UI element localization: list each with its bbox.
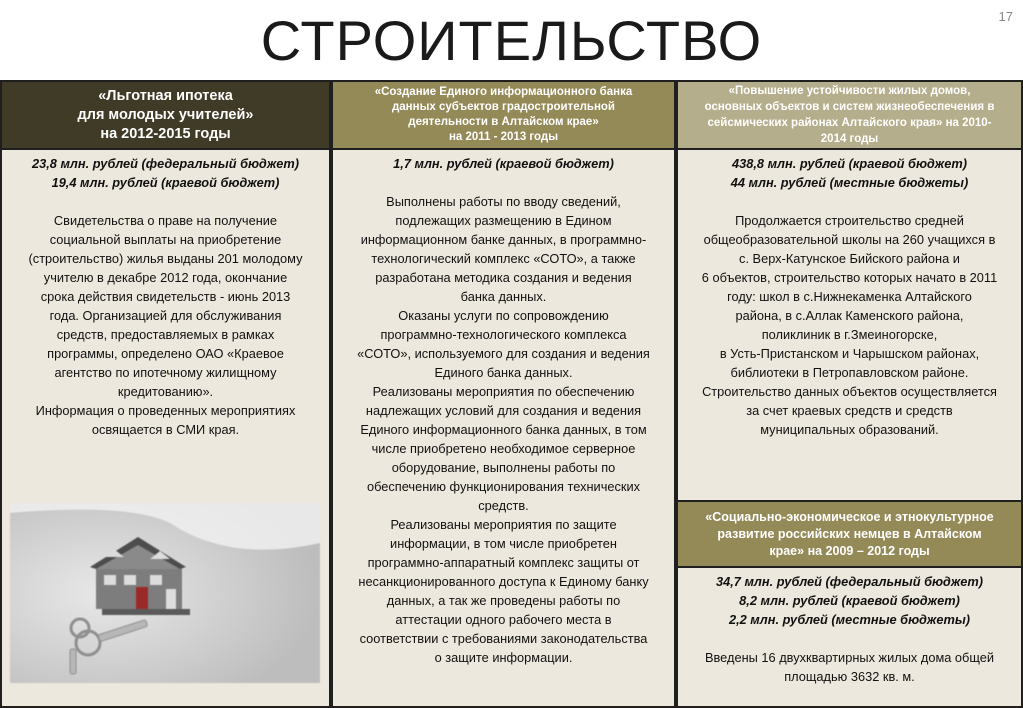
funding-block <box>678 154 1021 192</box>
text-line: Единого банка данных. <box>434 365 573 380</box>
text-line: Реализованы мероприятия по обеспечению <box>372 384 635 399</box>
program-cell-german-development <box>676 566 1023 708</box>
text-line: оборудование, выполнены работы по <box>391 460 616 475</box>
text-line: общеобразовательной школы на 260 учащихся в <box>703 232 996 247</box>
text-line: Введены 16 двухквартирных жилых дома общей <box>704 650 995 665</box>
text-line: программы, определено ОАО «Краевое <box>47 346 284 361</box>
text-line: средств, предоставляемых в рамках <box>56 327 275 342</box>
text-line: 6 объектов, строительство которых начато в 2011 <box>701 270 998 285</box>
program-cell-info-bank <box>331 148 676 708</box>
header-line: данных субъектов градостроительной <box>391 101 616 113</box>
text-line: площадью 3632 кв. м. <box>784 669 915 684</box>
program-description <box>2 211 329 439</box>
header-line: «Льготная ипотека <box>98 87 233 104</box>
text-line: учителю в декабре 2012 года, окончание <box>43 270 288 285</box>
text-line: (строительство) жилья выданы 201 молодому <box>28 251 303 266</box>
house-keys-photo <box>10 503 320 683</box>
header-line: сейсмических районах Алтайского края» на 2010- <box>707 117 992 129</box>
text-line: числе приобретено необходимое серверное <box>371 441 636 456</box>
text-line: данных, а так же проведены работы по <box>386 593 621 608</box>
funding-line: 34,7 млн. рублей (федеральный бюджет) <box>716 574 983 589</box>
header-line: на 2012-2015 годы <box>100 125 231 142</box>
funding-line: 438,8 млн. рублей (краевой бюджет) <box>732 156 967 171</box>
funding-block <box>2 154 329 192</box>
header-line: для молодых учителей» <box>77 106 254 123</box>
text-line: аттестации одного рабочего места в <box>395 612 612 627</box>
program-cell-seismic <box>676 148 1023 502</box>
funding-line: 19,4 млн. рублей (краевой бюджет) <box>51 175 280 190</box>
text-line: муниципальных образований. <box>760 422 939 437</box>
text-line: технологический комплекс «СОТО», а также <box>371 251 636 266</box>
header-line: 2014 годы <box>820 133 879 145</box>
header-line: крае» на 2009 – 2012 годы <box>769 543 930 558</box>
text-line: социальной выплаты на приобретение <box>49 232 282 247</box>
text-line: обеспечению функционирования технических <box>366 479 641 494</box>
header-line: «Социально-экономическое и этнокультурное <box>705 509 994 524</box>
text-line: срока действия свидетельств - июнь 2013 <box>40 289 291 304</box>
slide-title: СТРОИТЕЛЬСТВО <box>260 9 763 72</box>
header-line: развитие российских немцев в Алтайском <box>717 526 982 541</box>
text-line: банка данных. <box>460 289 547 304</box>
text-line: освящается в СМИ края. <box>91 422 240 437</box>
text-line: несанкционированного доступа к Единому банку <box>358 574 649 589</box>
program-header-mortgage-teachers <box>0 80 331 150</box>
header-line: «Повышение устойчивости жилых домов, <box>728 85 971 97</box>
funding-line: 1,7 млн. рублей (краевой бюджет) <box>393 156 614 171</box>
text-line: о защите информации. <box>434 650 573 665</box>
text-line: средств. <box>478 498 529 513</box>
funding-line: 2,2 млн. рублей (местные бюджеты) <box>728 612 971 627</box>
text-line: Строительство данных объектов осуществляется <box>702 384 997 399</box>
program-description <box>678 211 1021 439</box>
funding-line: 44 млн. рублей (местные бюджеты) <box>730 175 969 190</box>
text-line: программно-технологического комплекса <box>380 327 627 342</box>
house-keys-illustration <box>10 503 320 683</box>
text-line: «СОТО», используемого для создания и ведения <box>357 346 650 361</box>
text-line: за счет краевых средств и средств <box>746 403 953 418</box>
program-description <box>333 192 674 667</box>
text-line: информации, в том числе приобретен <box>390 536 617 551</box>
text-line: поликлиник в г.Змеиногорске, <box>761 327 938 342</box>
header-line: деятельности в Алтайском крае» <box>408 116 599 128</box>
funding-line: 8,2 млн. рублей (краевой бюджет) <box>739 593 960 608</box>
program-header-german-development <box>676 500 1023 568</box>
program-header-seismic <box>676 80 1023 150</box>
text-line: кредитованию». <box>117 384 214 399</box>
text-line: Продолжается строительство средней <box>735 213 964 228</box>
program-description <box>678 648 1021 686</box>
funding-line: 23,8 млн. рублей (федеральный бюджет) <box>32 156 299 171</box>
text-line: года. Организацией для обслуживания <box>49 308 282 323</box>
text-line: программно-аппаратный комплекс защиты от <box>367 555 640 570</box>
funding-block <box>333 154 674 173</box>
program-header-info-bank <box>331 80 676 150</box>
text-line: Выполнены работы по вводу сведений, <box>386 194 621 209</box>
text-line: библиотеки в Петропавловском районе. <box>730 365 969 380</box>
header-line: «Создание Единого информационного банка <box>374 86 633 98</box>
text-line: с. Верх-Катунское Бийского района и <box>739 251 960 266</box>
text-line: разработана методика создания и ведения <box>375 270 632 285</box>
text-line: подлежащих размещению в Едином <box>395 213 612 228</box>
text-line: соответствии с требованиями законодательства <box>359 631 648 646</box>
text-line: году: школ в с.Нижнекаменка Алтайского <box>727 289 972 304</box>
header-line: основных объектов и систем жизнеобеспечения в <box>704 101 995 113</box>
text-line: Свидетельства о праве на получение <box>53 213 278 228</box>
text-line: Единого информационного банка данных, в том <box>360 422 647 437</box>
text-line: надлежащих условий для создания и ведения <box>365 403 642 418</box>
text-line: района, в с.Аллак Каменского района, <box>735 308 964 323</box>
funding-block <box>678 572 1021 629</box>
text-line: Оказаны услуги по сопровождению <box>398 308 609 323</box>
header-line: на 2011 - 2013 годы <box>448 131 559 143</box>
text-line: Информация о проведенных мероприятиях <box>35 403 296 418</box>
text-line: агентство по ипотечному жилищному <box>54 365 277 380</box>
page-number: 17 <box>998 9 1013 24</box>
text-line: информационном банке данных, в программно- <box>360 232 647 247</box>
text-line: в Усть-Пристанском и Чарышском районах, <box>719 346 980 361</box>
text-line: Реализованы мероприятия по защите <box>390 517 617 532</box>
